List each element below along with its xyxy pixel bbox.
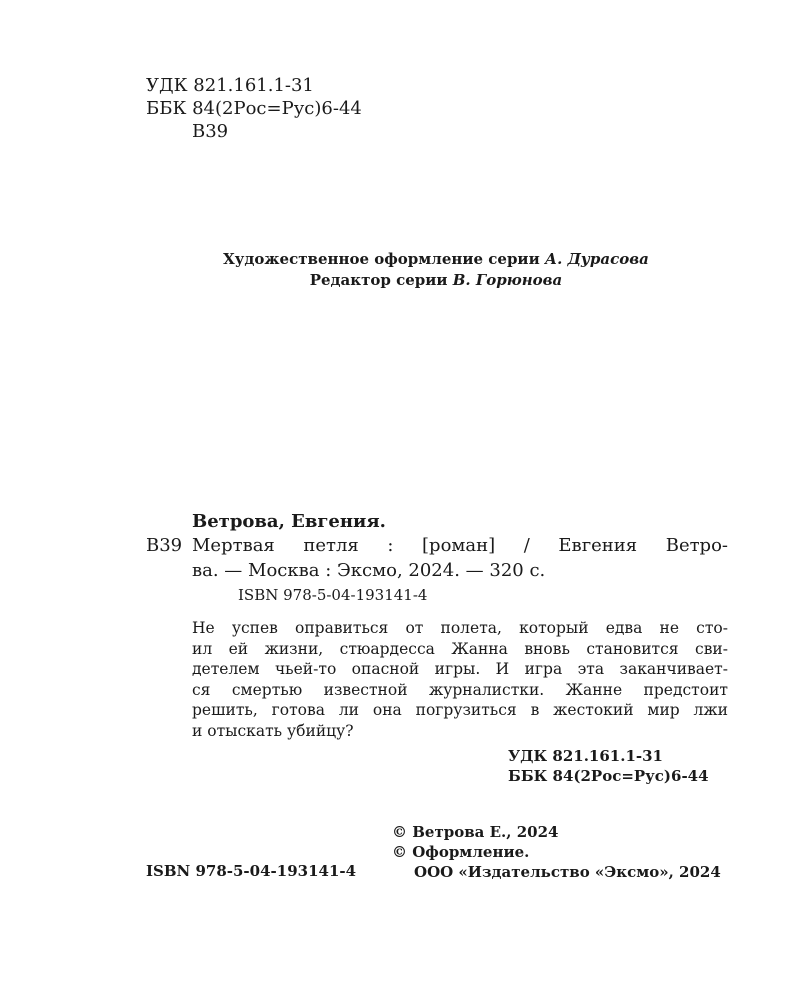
author-sign: В39 bbox=[192, 121, 229, 142]
bbk-code: ББК 84(2Рос=Рус)6-44 bbox=[508, 767, 709, 785]
bibliography-author-sign: В39 bbox=[146, 535, 183, 556]
abstract-line: Не успев оправиться от полета, который едва не сто- bbox=[192, 619, 728, 637]
series-credits bbox=[0, 249, 800, 291]
udk-code: УДК 821.161.1-31 bbox=[146, 75, 314, 96]
udk-code: УДК 821.161.1-31 bbox=[508, 747, 663, 765]
abstract-line: и отыскать убийцу? bbox=[192, 721, 354, 740]
bibliography-isbn: ISBN 978-5-04-193141-4 bbox=[238, 586, 428, 604]
copyright-publisher: ООО «Издательство «Эксмо», 2024 bbox=[414, 863, 721, 881]
top-classification-codes bbox=[146, 74, 362, 143]
copyright-author: © Ветрова Е., 2024 bbox=[392, 823, 559, 841]
abstract-line: решить, готова ли она погрузиться в жестокий мир лжи bbox=[192, 701, 728, 719]
editor-credit-label: Редактор серии bbox=[309, 271, 453, 289]
abstract-line: ил ей жизни, стюардесса Жанна вновь становится сви- bbox=[192, 639, 728, 658]
isbn-bottom: ISBN 978-5-04-193141-4 bbox=[146, 862, 357, 880]
classification-codes bbox=[508, 746, 709, 786]
editor-name: В. Горюнова bbox=[452, 271, 563, 289]
design-credit-label: Художественное оформление серии bbox=[223, 250, 545, 268]
design-credit bbox=[0, 249, 800, 270]
editor-credit bbox=[0, 270, 800, 291]
abstract-line: детелем чьей-то опасной игры. И игра эта заканчивает- bbox=[192, 660, 728, 678]
bbk-code: ББК 84(2Рос=Рус)6-44 bbox=[146, 98, 362, 119]
abstract-line: ся смертью известной журналистки. Жанне предстоит bbox=[192, 680, 728, 699]
bibliography-author: Ветрова, Евгения. bbox=[192, 511, 386, 532]
abstract bbox=[192, 618, 728, 741]
bibliography-line: Мертвая петля : [роман] / Евгения Ветро- bbox=[192, 535, 728, 556]
designer-name: А. Дурасова bbox=[544, 250, 649, 268]
bibliography-entry bbox=[192, 533, 728, 583]
copyright-block bbox=[392, 822, 721, 882]
bibliography-line: ва. — Москва : Эксмо, 2024. — 320 с. bbox=[192, 560, 546, 581]
copyright-design: © Оформление. bbox=[392, 843, 530, 861]
